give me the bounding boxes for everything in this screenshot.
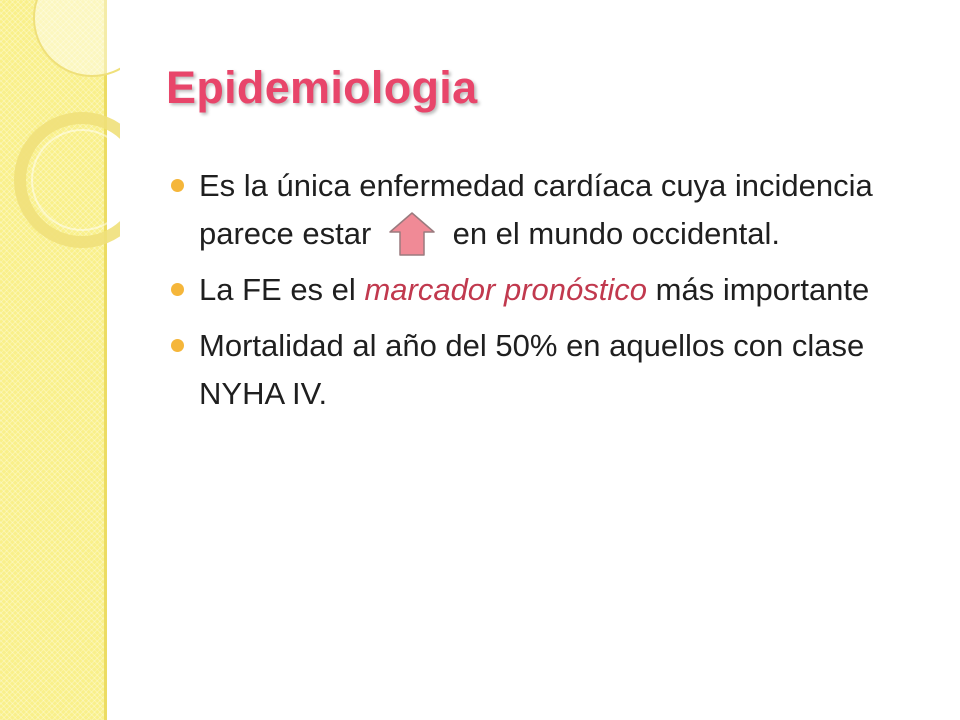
- bullet-dot-icon: [171, 339, 184, 352]
- bullet-text: Mortalidad al año del 50% en aquellos con clase NYHA IV.: [199, 328, 865, 411]
- bullet-dot-icon: [171, 283, 184, 296]
- bullet-emphasis: marcador pronóstico: [364, 272, 648, 307]
- bullet-item: [171, 162, 941, 258]
- bullet-text: Es la única enfermedad cardíaca cuya incidencia parece estar: [199, 168, 873, 251]
- bullet-text: La FE es el: [199, 272, 356, 307]
- up-arrow-icon: [384, 210, 440, 258]
- slide-title: Epidemiologia: [166, 62, 478, 113]
- bullet-item: [171, 266, 941, 314]
- decorative-circles: [0, 0, 120, 260]
- bullet-text: en el mundo occidental.: [452, 216, 781, 251]
- bullet-text: más importante: [655, 272, 870, 307]
- bullet-dot-icon: [171, 179, 184, 192]
- bullet-item: [171, 322, 941, 418]
- bullet-list: [171, 162, 941, 426]
